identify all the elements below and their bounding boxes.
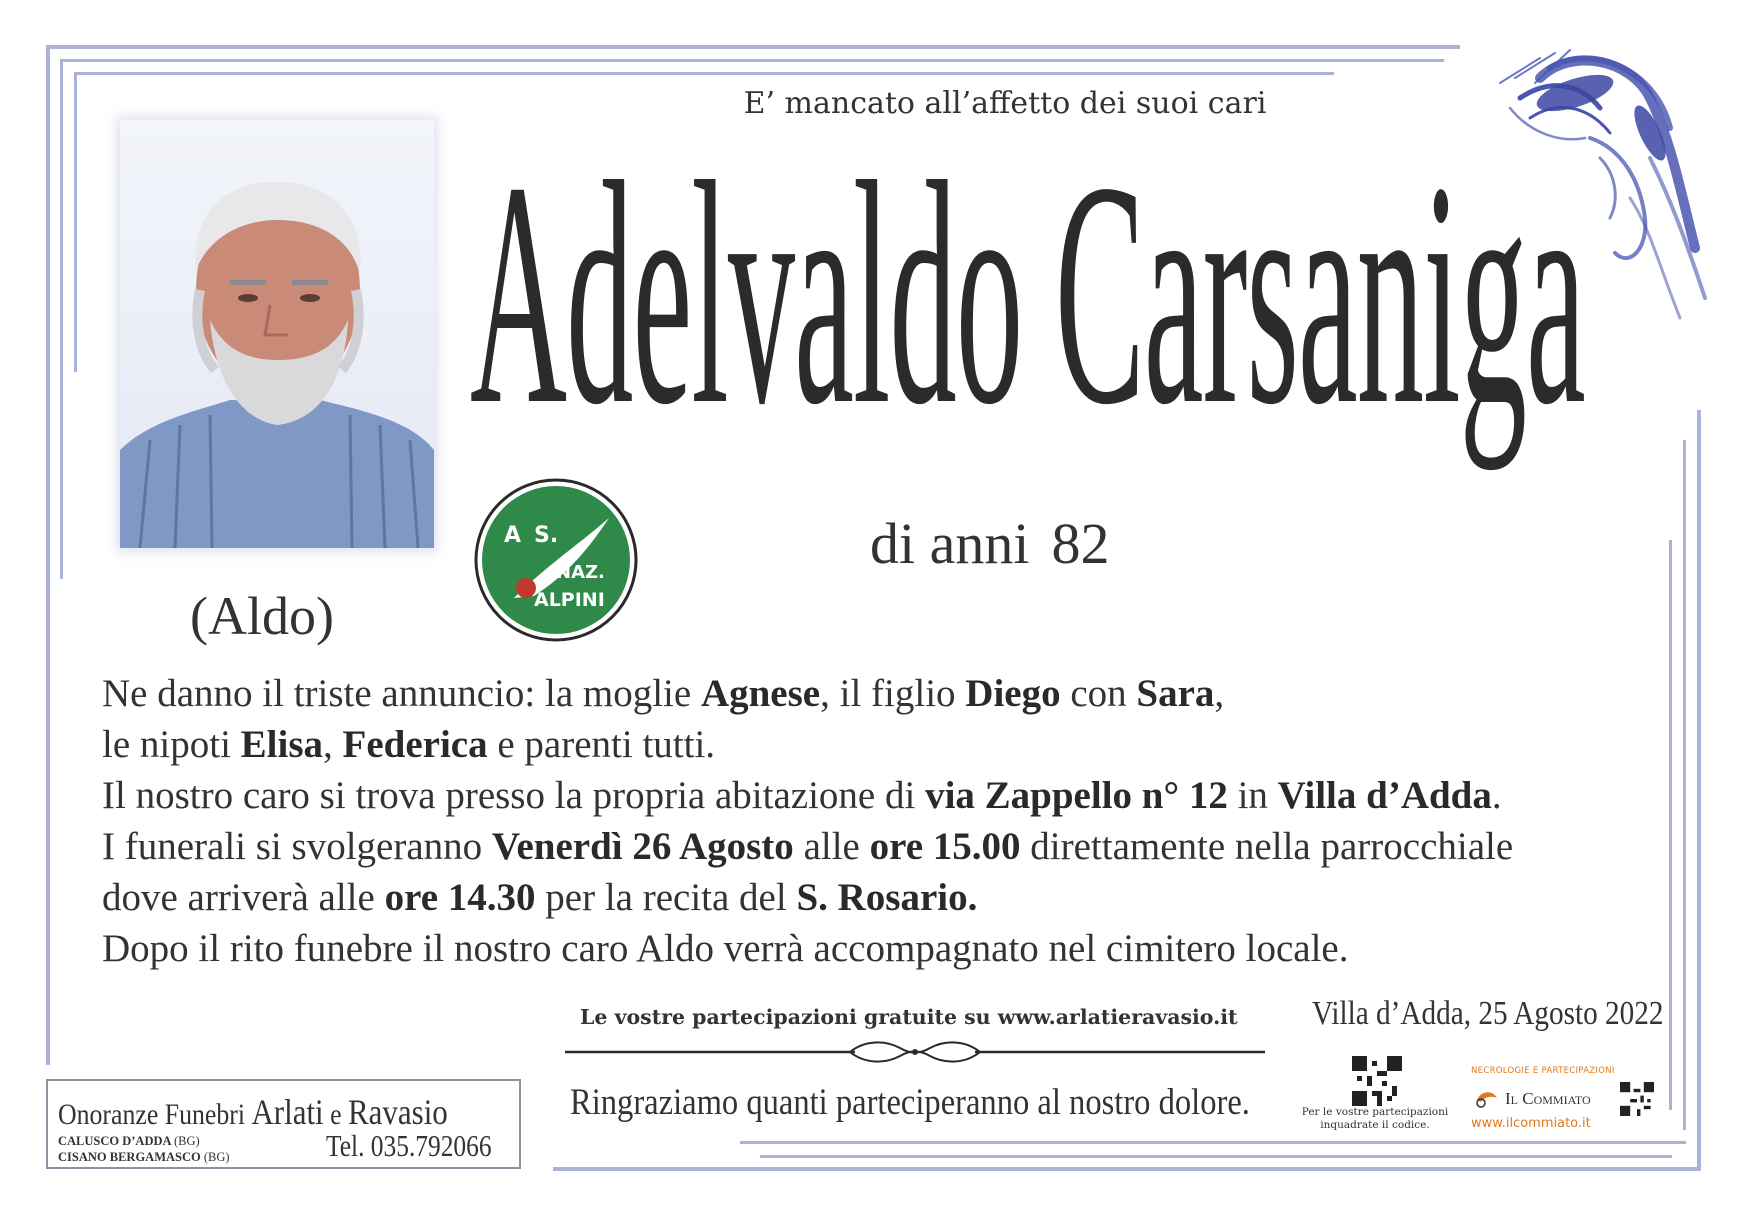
frame-line [740, 1141, 1686, 1144]
announcement-line: Ne danno il triste annuncio: la moglie Agnese, il figlio Diego con Sara, [102, 672, 1225, 715]
badge-naz: NAZ. [556, 562, 605, 583]
qr-caption: Per le vostre partecipazioni inquadrate il codice. [1301, 1106, 1449, 1131]
portrait-photo [120, 120, 434, 548]
thanks-text: Ringraziamo quanti parteciperanno al nostro dolore. [570, 1082, 1250, 1123]
ilcommiato-logo-icon [1473, 1088, 1501, 1110]
announcement [102, 668, 1662, 974]
frame-line [74, 72, 1334, 75]
age-line [870, 510, 1109, 577]
qr-code-icon[interactable] [1352, 1056, 1402, 1106]
frame-line [60, 59, 1444, 62]
portrait-figure [120, 120, 434, 548]
age-value: 82 [1051, 511, 1110, 576]
funeral-home-box [46, 1079, 521, 1169]
badge-letter-a: A [504, 523, 522, 548]
ilcommiato-qr-icon[interactable] [1620, 1082, 1654, 1116]
age-prefix: di anni [870, 511, 1030, 576]
frame-line [553, 1167, 1701, 1171]
nickname: (Aldo) [190, 586, 334, 646]
intro-text: E’ mancato all’affetto dei suoi cari [743, 86, 1267, 121]
frame-line [46, 45, 1460, 49]
announcement-line: Il nostro caro si trova presso la propria abitazione di via Zappello n° 12 in Villa d’Adda. [102, 774, 1502, 817]
frame-line [1669, 540, 1672, 1110]
badge-alpini: ALPINI [534, 589, 605, 611]
announcement-line: le nipoti Elisa, Federica e parenti tutti. [102, 723, 716, 766]
frame-line [760, 1155, 1672, 1158]
announcement-line: dove arriverà alle ore 14.30 per la recita del S. Rosario. [102, 876, 978, 919]
frame-line [60, 59, 63, 579]
ornamental-divider [565, 1036, 1265, 1066]
place-date: Villa d’Adda, 25 Agosto 2022 [1312, 995, 1664, 1032]
announcement-line: Dopo il rito funebre il nostro caro Aldo verrà accompagnato nel cimitero locale. [102, 927, 1349, 970]
funeral-home-phone: Tel. 035.792066 [326, 1128, 492, 1163]
frame-line [1683, 440, 1686, 1130]
funeral-home-location: CALUSCO D’ADDA (BG) [58, 1134, 200, 1148]
ilcommiato-brand: Il Commiato [1505, 1089, 1591, 1108]
frame-line [1697, 410, 1701, 1170]
alpini-association-logo [474, 478, 638, 642]
announcement-line: I funerali si svolgeranno Venerdì 26 Agosto alle ore 15.00 direttamente nella parrocchiale [102, 825, 1514, 868]
funeral-home-location: CISANO BERGAMASCO (BG) [58, 1150, 230, 1164]
ilcommiato-tagline: NECROLOGIE E PARTECIPAZIONI [1471, 1066, 1615, 1076]
deceased-name: Adelvaldo Carsaniga [470, 117, 1585, 471]
badge-letters-ns: S. [534, 523, 559, 548]
frame-line [46, 45, 50, 1065]
funeral-home-name: Onoranze Funebri Arlati e Ravasio [58, 1092, 448, 1132]
ilcommiato-url[interactable]: www.ilcommiato.it [1471, 1116, 1591, 1131]
participation-website: Le vostre partecipazioni gratuite su www.arlatieravasio.it [580, 1005, 1238, 1029]
